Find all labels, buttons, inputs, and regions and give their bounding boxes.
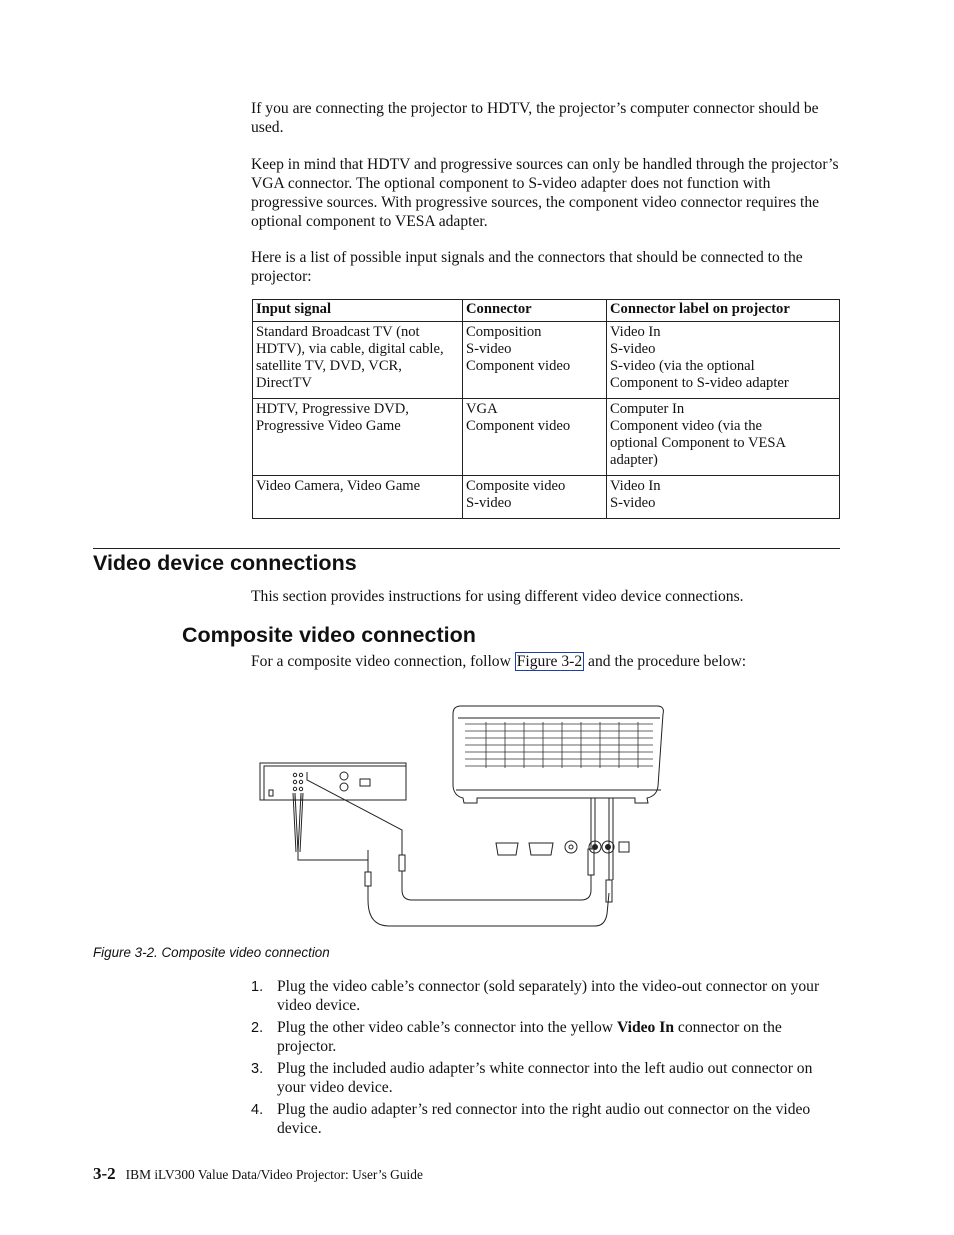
subsection-title: Composite video connection [182, 623, 476, 647]
intro-paragraph-3: Here is a list of possible input signals and the connectors that should be connected to the projector: [251, 249, 803, 285]
input-signal-cell: HDTV, Progressive DVD, Progressive Video Game [253, 399, 463, 476]
input-signal-cell: Video Camera, Video Game [253, 476, 463, 519]
page-footer [93, 1164, 423, 1184]
column-header: Input signal [253, 300, 463, 322]
section-intro: This section provides instructions for using different video device connections. [251, 588, 744, 605]
figure-reference-link[interactable]: Figure 3-2 [516, 653, 583, 670]
input-signal-cell: Standard Broadcast TV (not HDTV), via cable, digital cable, satellite TV, DVD, VCR, DirectTV [253, 322, 463, 399]
table-row [253, 399, 840, 476]
column-header: Connector [463, 300, 607, 322]
connector-cell: Composite video S-video [463, 476, 607, 519]
connector-label-cell: Video In S-video [607, 476, 840, 519]
intro-paragraph-2: Keep in mind that HDTV and progressive sources can only be handled through the projector’s VGA connector. The optional component to S-video adapter does not function with progressive sources. With progressive sources, the component video connector requires the optional component to VESA adapter. [251, 156, 839, 230]
video-device-illustration [260, 763, 406, 800]
subsection-intro: For a composite video connection, follow Figure 3-2 and the procedure below: [251, 653, 747, 670]
table-header-row [253, 300, 840, 322]
connector-label-cell: Computer In Component video (via the optional Component to VESA adapter) [607, 399, 840, 476]
list-item: 4. Plug the audio adapter’s red connector into the right audio out connector on the video device. [251, 1101, 811, 1137]
connector-label-cell: Video In S-video S-video (via the optional Component to S-video adapter [607, 322, 840, 399]
composite-connection-diagram [255, 700, 675, 940]
input-signal-table [252, 299, 840, 519]
section-divider [93, 548, 840, 549]
list-item: 1. Plug the video cable’s connector (sold separately) into the video-out connector on your video device. [251, 978, 820, 1014]
connector-cell: VGA Component video [463, 399, 607, 476]
projector-illustration [453, 706, 663, 855]
section-title: Video device connections [93, 551, 357, 575]
table-row [253, 322, 840, 399]
page-number: 3-2 [93, 1164, 116, 1183]
list-item: 3. Plug the included audio adapter’s white connector into the left audio out connector on your video device. [251, 1060, 813, 1096]
intro-paragraph-1: If you are connecting the projector to HDTV, the projector’s computer connector should be used. [251, 100, 819, 136]
document-title: IBM iLV300 Value Data/Video Projector: User’s Guide [125, 1167, 423, 1182]
figure-caption: Figure 3-2. Composite video connection [93, 945, 330, 960]
list-item: 2. Plug the other video cable’s connector into the yellow Video In connector on the projector. [251, 1019, 782, 1055]
connector-cell: Composition S-video Component video [463, 322, 607, 399]
column-header: Connector label on projector [607, 300, 840, 322]
table-row [253, 476, 840, 519]
procedure-steps [251, 977, 841, 1141]
